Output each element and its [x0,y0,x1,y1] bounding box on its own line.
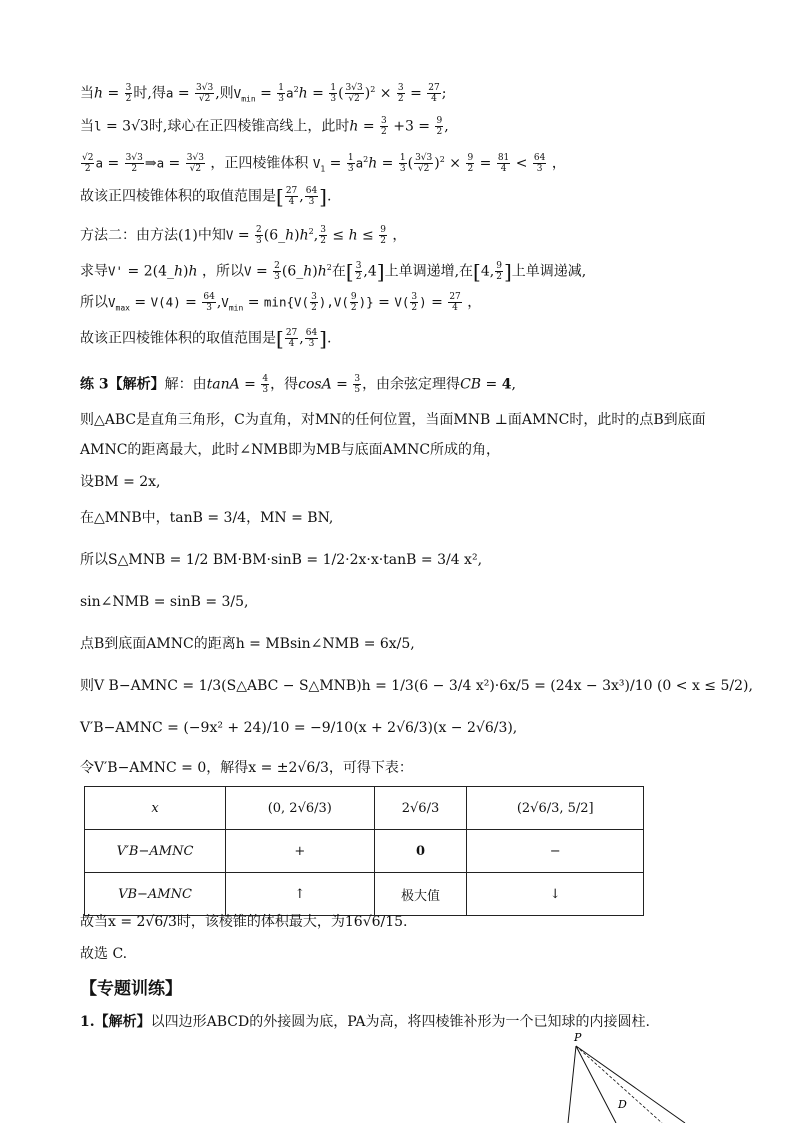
exercise-3-intro: 练 3【解析】解：由tanA = $\frac{4}{3}$ ，得cosA = $\frac{3}{5}$ ，由余弦定理得CB = 4, [80,374,516,395]
table-cell: (0, 2√6/3) [226,787,375,830]
solution-line-12: 设BM = 2x, [80,474,161,490]
table-cell: ↑ [226,873,375,916]
solution-line-2: 当l = 3√3时,球心在正四棱锥高线上，此时h = $\frac{3}{2}$ +3 = $\frac{9}{2}$ , [80,116,449,137]
table-cell: ↓ [467,873,644,916]
solution-line-11: AMNC的距离最大，此时∠NMB即为MB与底面AMNC所成的角， [80,442,501,458]
table-cell: 极大值 [374,873,467,916]
solution-line-15: sin∠NMB = sinB = 3/5, [80,594,249,610]
solution-line-7: 所以$V_{max} = V(4)$ = $\frac{64}{3}$ $,V_{min} = \min\{V$( $\frac{3}{2}$ ),V( $\frac{9}{2}$ )} = V( $\frac{3}{2}$ ) = $\frac{27}{4}$ ， [80,292,482,313]
solution-line-3: $\frac{√2}{2}$ a = $\frac{3√3}{2}$ ⇒a = $\frac{3√3}{√2}$ ，正四棱锥体积 $V_1$ = $\frac{1}{3}$ $a^2h$ = $\frac{1}{3}$ ( $\frac{3√3}{√2}$ )$^2$ × $\frac{9}{2}$ = $\frac{81}{4}$ < $\frac{64}{3}$ ， [82,153,566,175]
table-row [85,873,644,916]
solution-line-14: 所以S△MNB = 1/2 BM·BM·sinB = 1/2·2x·x·tanB = 3/4 x², [80,552,483,568]
table-cell: (2√6/3, 5/2] [467,787,644,830]
section-heading: 【专题训练】 [80,979,182,999]
solution-line-19: 令V′B−AMNC = 0，解得x = ±2√6/3，可得下表： [80,760,413,776]
table-cell: 0 [374,830,467,873]
monotonicity-table [84,786,644,916]
solution-line-6: 求导V' = 2(4_h)h ，所以V = $\frac{2}{3}$ $(6\_h)h^2$在[ $\frac{3}{2}$ ,4]上单调递增,在[4, $\frac{9}{2}$ ]上单调递减, [80,259,587,284]
solution-line-20: 故当x = 2√6/3时，该棱锥的体积最大，为16√6/15. [80,914,408,930]
solution-line-4: 故该正四棱锥体积的取值范围是[ $\frac{27}{4}$ , $\frac{64}{3}$ ]. [80,184,332,209]
solution-line-1: 当h = $\frac{3}{2}$ 时,得a = $\frac{3√3}{√2}$ ,则$V_{min}$ = $\frac{1}{3}$ $a^2h$ = $\frac{1}{3}$ ( $\frac{3√3}{√2}$ )$^2$ × $\frac{3}{2}$ = $\frac{27}{4}$ ; [80,83,447,105]
solution-line-21: 故选 C. [80,946,128,962]
solution-line-10: 则△ABC是直角三角形，C为直角，对MN的任何位置，当面MNB ⊥面AMNC时，此时的点B到底面 [80,412,706,428]
vertex-label-p: P [574,1031,582,1044]
table-cell: VB−AMNC [85,873,226,916]
table-cell: x [85,787,226,830]
table-row [85,830,644,873]
solution-line-17: 则V B−AMNC = 1/3(S△ABC − S△MNB)h = 1/3(6 − 3/4 x²)·6x/5 = (24x − 3x³)/10 (0 < x ≤ 5/2), [80,678,753,694]
solution-line-8: 故该正四棱锥体积的取值范围是[ $\frac{27}{4}$ , $\frac{64}{3}$ ]. [80,326,332,351]
table-cell: 2√6/3 [374,787,467,830]
solution-line-5: 方法二：由方法(1)中知V = $\frac{2}{3}$ $(6\_h)h^2$, $\frac{3}{2}$ ≤ h ≤ $\frac{9}{2}$ ， [80,225,407,247]
pyramid-figure [540,1030,740,1123]
table-cell: + [226,830,375,873]
table-row [85,787,644,830]
solution-line-18: V′B−AMNC = (−9x² + 24)/10 = −9/10(x + 2√6/3)(x − 2√6/3), [80,720,518,736]
table-cell: − [467,830,644,873]
solution-line-16: 点B到底面AMNC的距离h = MBsin∠NMB = 6x/5, [80,636,415,652]
vertex-label-d: D [618,1098,627,1111]
table-cell: V′B−AMNC [85,830,226,873]
solution-line-13: 在△MNB中，tanB = 3/4，MN = BN, [80,510,334,526]
problem-1: 1.【解析】以四边形ABCD的外接圆为底，PA为高，将四棱锥补形为一个已知球的内接圆柱. [80,1014,650,1030]
